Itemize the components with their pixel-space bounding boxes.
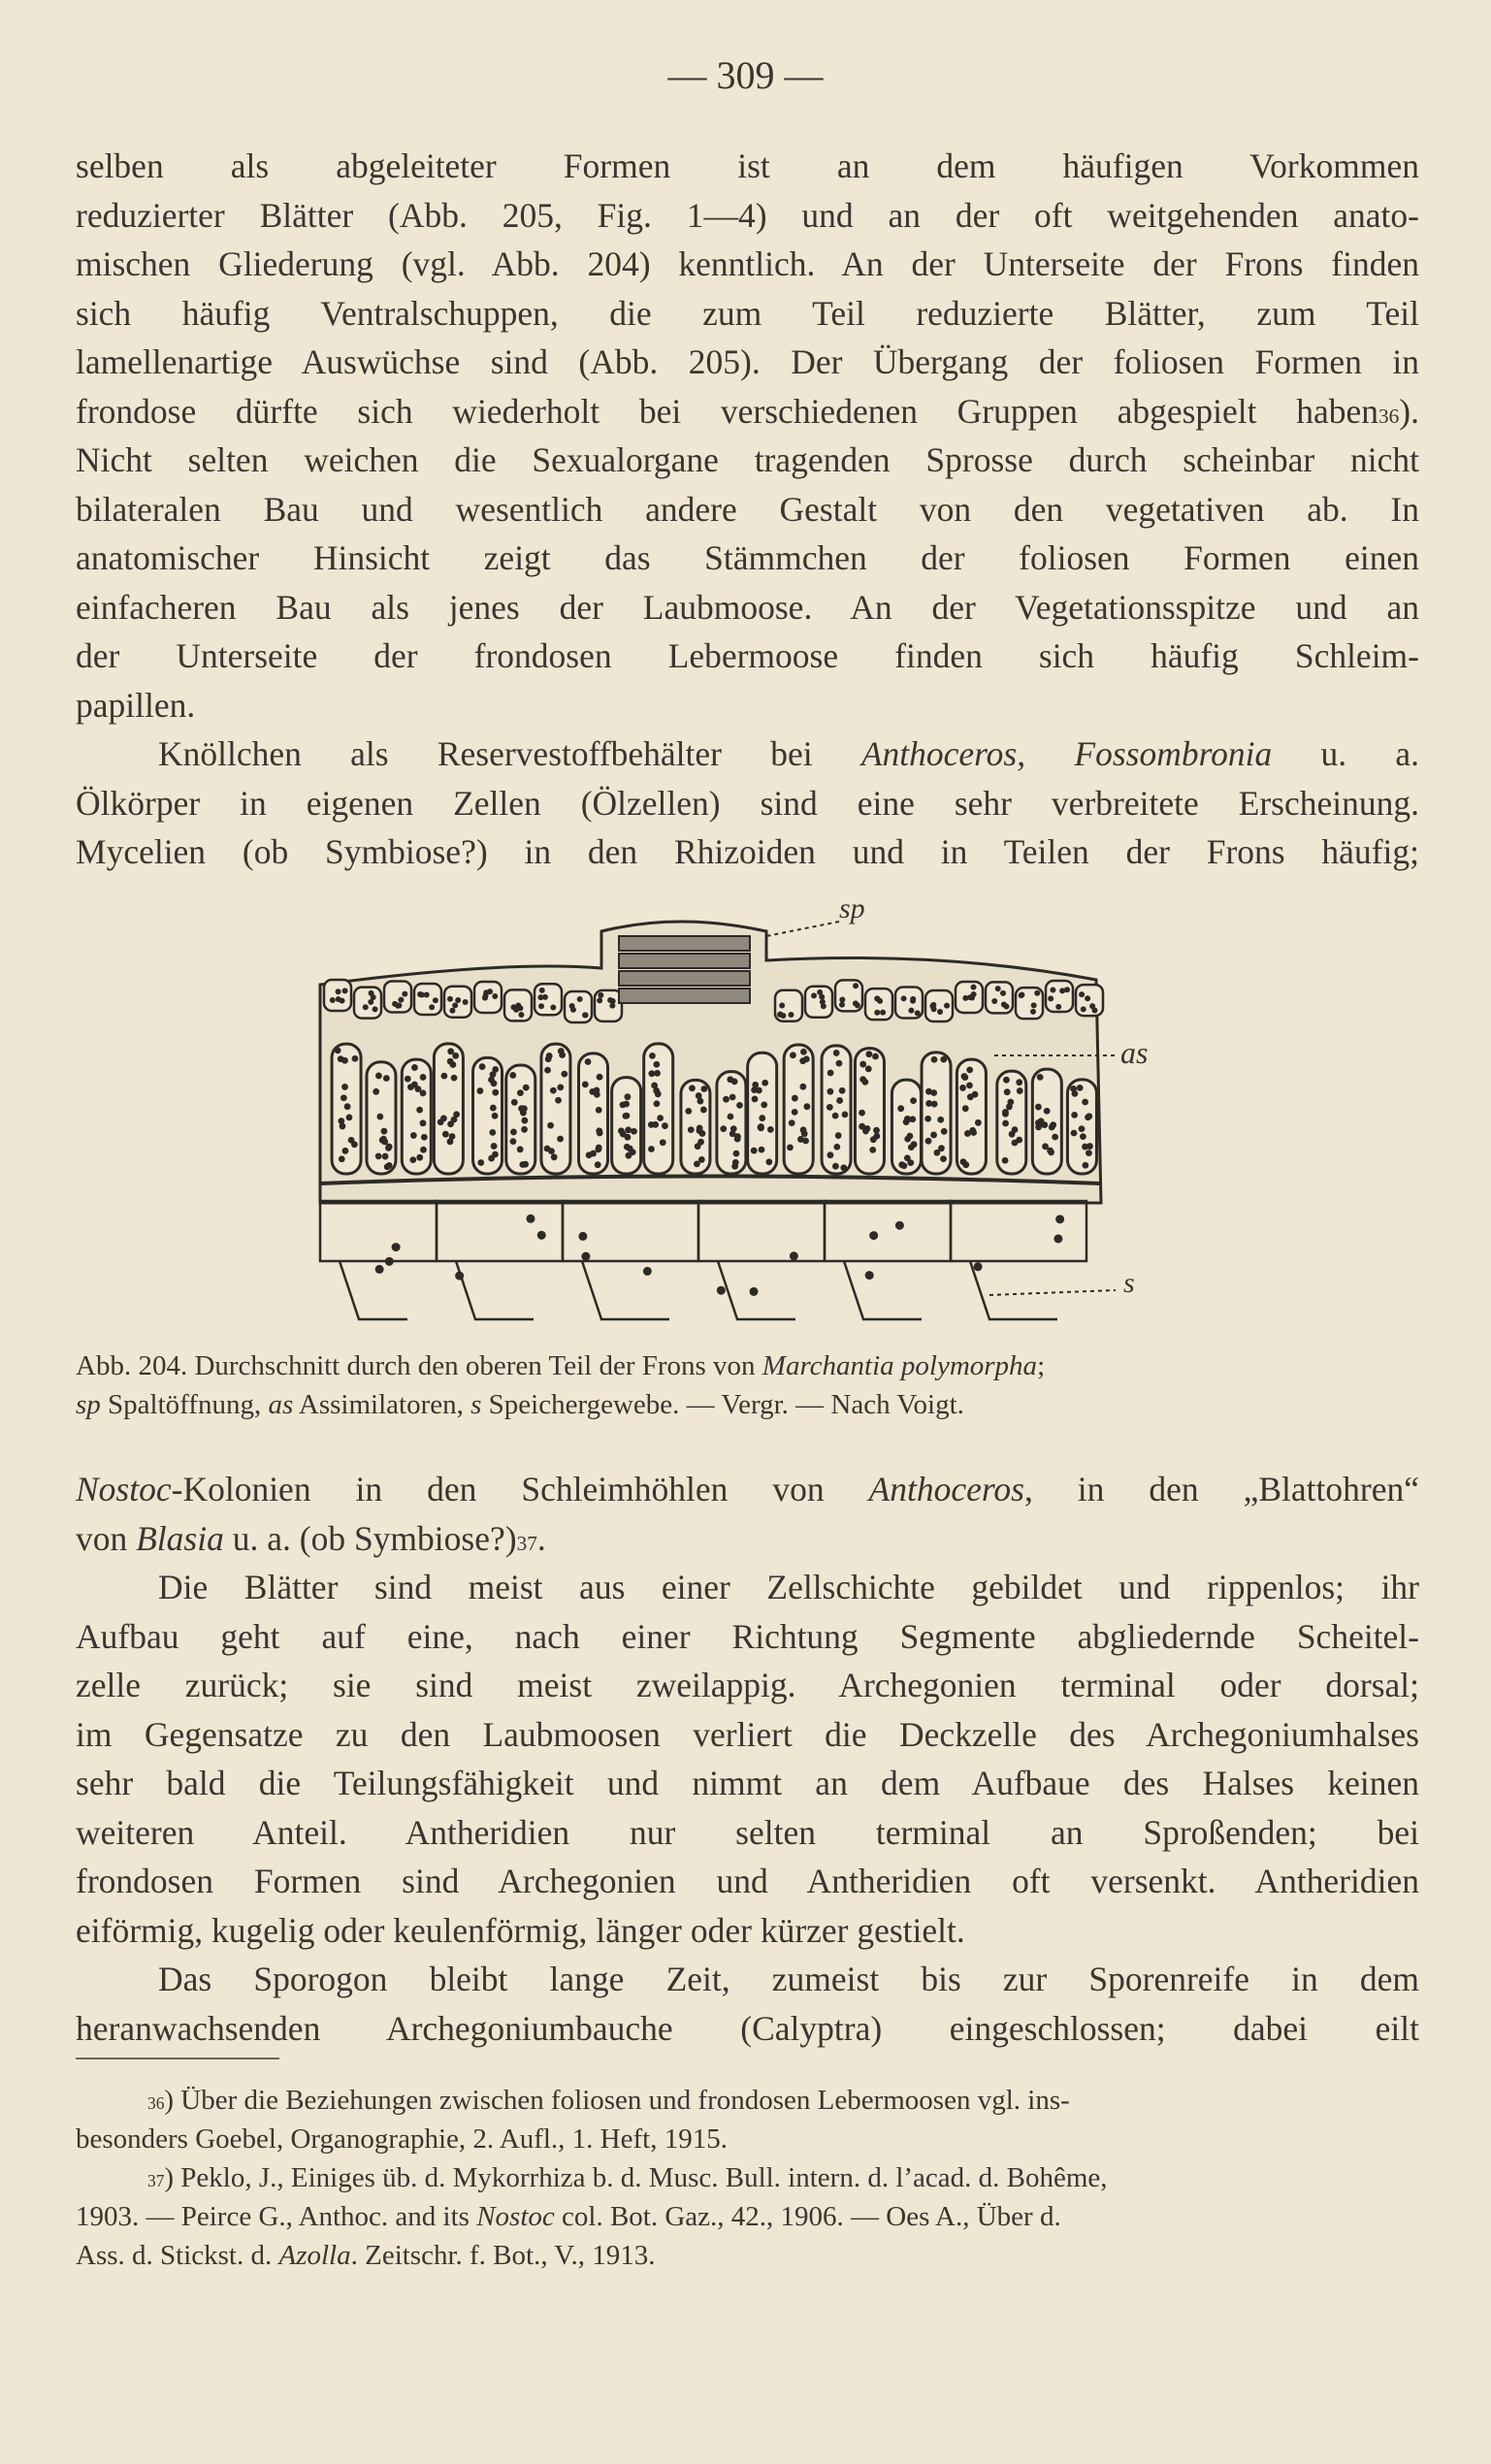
footnote-divider [76, 2058, 279, 2059]
paragraph-1 [76, 142, 1419, 729]
text-line: Das Sporogon bleibt lange Zeit, zumeist bis zur Sporenreife in dem [158, 1960, 1419, 1998]
text-line: mischen Gliederung (vgl. Abb. 204) kenntlich. An der Unterseite der Frons finden [76, 244, 1419, 283]
text-line: Knöllchen als Reservestoffbehälter bei Anthoceros, Fossombronia u. a. [158, 734, 1420, 773]
text-line: sich häufig Ventralschuppen, die zum Teil reduzierte Blätter, zum Teil [76, 293, 1419, 333]
text-line: Die Blätter sind meist aus einer Zellschichte gebildet und rippenlos; ihr [158, 1568, 1419, 1606]
text-line: Aufbau geht auf eine, nach einer Richtung Segmente abgliedernde Scheitel- [76, 1616, 1419, 1656]
text-line: reduzierter Blätter (Abb. 205, Fig. 1—4) und an der oft weitgehenden anato- [76, 195, 1419, 235]
text-line: im Gegensatze zu den Laubmoosen verliert die Deckzelle des Archegoniumhalses [76, 1714, 1419, 1754]
footnotes [76, 2081, 1419, 2275]
text-line: selben als abgeleiteter Formen ist an dem häufigen Vorkommen [76, 146, 1419, 185]
text-line: Mycelien (ob Symbiose?) in den Rhizoiden und in Teilen der Frons häufig; [76, 832, 1419, 871]
text-line: Nicht selten weichen die Sexualorgane tragenden Sprosse durch scheinbar nicht [76, 440, 1419, 479]
text-line: frondose dürfte sich wiederholt bei verschiedenen Gruppen abgespielt haben$^{36}$). [76, 391, 1419, 431]
footnote-36: $^{36}$) Über die Beziehungen zwischen foliosen und frondosen Lebermoosen vgl. ins- [147, 2085, 1070, 2116]
marchantia-section-figure [310, 892, 1164, 1339]
text-line: Ölkörper in eigenen Zellen (Ölzellen) sind eine sehr verbreitete Erscheinung. [76, 783, 1419, 823]
page-number: — 309 — [667, 53, 824, 97]
text-line: lamellenartige Auswüchse sind (Abb. 205). Der Übergang der foliosen Formen in [76, 342, 1419, 381]
footnote-37-cont: Ass. d. Stickst. d. Azolla. Zeitschr. f. Bot., V., 1913. [76, 2240, 656, 2271]
text-line: von Blasia u. a. (ob Symbiose?)$^{37}$. [76, 1518, 546, 1558]
label-sp: sp [839, 892, 865, 924]
text-line: eiförmig, kugelig oder keulenförmig, länger oder kürzer gestielt. [76, 1910, 965, 1950]
label-as: as [1120, 1035, 1149, 1070]
cell-illustration [320, 922, 1116, 1319]
text-line: weiteren Anteil. Antheridien nur selten terminal an Sproßenden; bei [76, 1812, 1419, 1852]
text-line: Nostoc-Kolonien in den Schleimhöhlen von Anthoceros, in den „Blattohren“ [76, 1470, 1419, 1508]
footnote-37-cont: 1903. — Peirce G., Anthoc. and its Nostoc col. Bot. Gaz., 42., 1906. — Oes A., Über d. [76, 2201, 1061, 2232]
footnote-37: $^{37}$) Peklo, J., Einiges üb. d. Mykorrhiza b. d. Musc. Bull. intern. d. l’acad. d. Bohême, [147, 2162, 1108, 2193]
caption-line: Abb. 204. Durchschnitt durch den oberen Teil der Frons von Marchantia polymorpha; [76, 1350, 1046, 1381]
text-line: heranwachsenden Archegoniumbauche (Calyptra) eingeschlossen; dabei eilt [76, 2008, 1419, 2048]
text-line: frondosen Formen sind Archegonien und Antheridien oft versenkt. Antheridien [76, 1862, 1419, 1900]
caption-line: sp Spaltöffnung, as Assimilatoren, s Speichergewebe. — Vergr. — Nach Voigt. [76, 1389, 964, 1420]
label-s: s [1123, 1267, 1135, 1299]
figure-caption [76, 1346, 1419, 1424]
text-line: zelle zurück; sie sind meist zweilappig. Archegonien terminal oder dorsal; [76, 1666, 1419, 1704]
footnote-ref-36[interactable]: 36 [1378, 404, 1400, 428]
footnote-ref-37[interactable]: 37 [516, 1531, 537, 1555]
text-line: einfacheren Bau als jenes der Laubmoose. An der Vegetationsspitze und an [76, 587, 1419, 627]
paragraph-3 [76, 1465, 1419, 2053]
footnote-36-cont: besonders Goebel, Organographie, 2. Aufl., 1. Heft, 1915. [76, 2124, 728, 2155]
text-line: sehr bald die Teilungsfähigkeit und nimmt an dem Aufbaue des Halses keinen [76, 1764, 1419, 1802]
text-line: anatomischer Hinsicht zeigt das Stämmchen der foliosen Formen einen [76, 538, 1419, 577]
text-line: bilateralen Bau und wesentlich andere Gestalt von den vegetativen ab. In [76, 489, 1419, 529]
text-line: papillen. [76, 685, 196, 725]
paragraph-2 [76, 729, 1419, 877]
text-line: der Unterseite der frondosen Lebermoose finden sich häufig Schleim- [76, 636, 1419, 675]
